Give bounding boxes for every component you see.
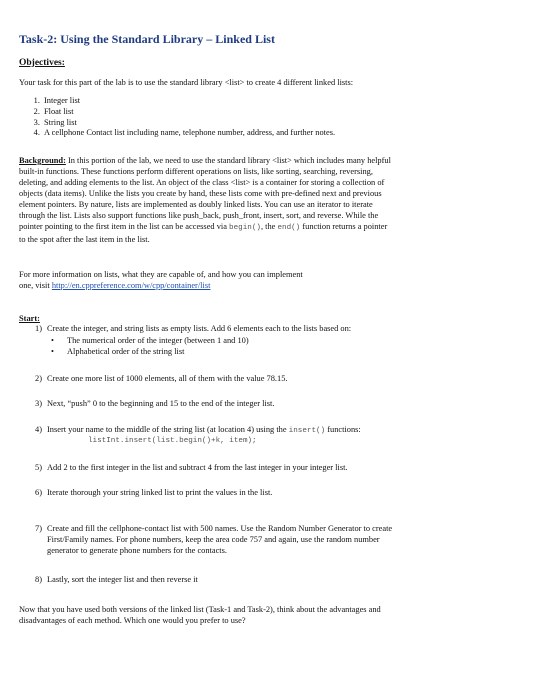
code-begin: begin() [229,224,261,232]
paragraph-line: element pointers. By nature, lists are implemented as doubly linked lists. You can use an iterator to iterate [19,200,373,209]
step-1-bullets [52,335,249,357]
cppreference-link[interactable]: http://en.cppreference.com/w/cpp/container/list [51,281,211,290]
code-example: listInt.insert(list.begin()+k, item); [88,437,257,445]
paragraph-line: In this portion of the lab, we need to use the standard library <list> which includes many helpful [65,156,391,165]
background-paragraph [19,155,519,245]
list-item: 1. Integer list [42,96,335,107]
objectives-intro: Your task for this part of the lab is to use the standard library <list> to create 4 different linked lists: [19,78,354,87]
closing-paragraph [19,604,519,626]
step-3: 3) Next, “push” 0 to the beginning and 15 to the end of the integer list. [35,399,275,408]
paragraph-line: through the list. Lists also support functions like push_back, push_front, insert, sort, and reverse. While the [19,211,379,220]
step-5: 5) Add 2 to the first integer in the list and subtract 4 from the last integer in your integer list. [35,463,348,472]
step-6: 6) Iterate thorough your string linked list to print the values in the list. [35,488,273,497]
paragraph-line: disadvantages of each method. Which one would you prefer to use? [19,616,246,625]
list-item: 4. A cellphone Contact list including name, telephone number, address, and further notes. [42,128,335,139]
step-8: 8) Lastly, sort the integer list and then reverse it [35,575,198,584]
objectives-list [30,96,335,139]
paragraph-line: one, visit http://en.cppreference.com/w/cpp/container/list [19,281,211,290]
list-item: 2. Float list [42,107,335,118]
background-heading: Background: [19,156,66,165]
list-item: • The numerical order of the integer (between 1 and 10) [52,335,249,346]
step-1: 1) Create the integer, and string lists as empty lists. Add 6 elements each to the lists based on: [35,324,352,333]
paragraph-line: built-in functions. These functions perform different operations on lists, like sorting, searching, reversing, [19,167,373,176]
paragraph-line: Now that you have used both versions of the linked list (Task-1 and Task-2), think about the advantages and [19,605,381,614]
more-info-paragraph [19,269,519,291]
step-2: 2) Create one more list of 1000 elements, all of them with the value 78.15. [35,374,288,383]
code-insert: insert() [288,427,326,435]
paragraph-line: For more information on lists, what they are capable of, and how you can implement [19,270,303,279]
list-item: 3. String list [42,118,335,129]
paragraph-line: to the spot after the last item in the list. [19,235,150,244]
code-end: end() [277,224,301,232]
paragraph-line: deleting, and adding elements to the list. An object of the class <list> is a container for storing a collection of [19,178,385,187]
list-item: • Alphabetical order of the string list [52,346,249,357]
page-title: Task-2: Using the Standard Library – Linked List [19,32,275,46]
step-7: 7) Create and fill the cellphone-contact list with 500 names. Use the Random Number Generator to create First/Family names. For phone numbers, keep the area code 757 and again, use the random number generator to generate phone numbers for the contacts. [35,524,393,555]
step-4: 4) Insert your name to the middle of the string list (at location 4) using the insert() functions: [35,425,361,435]
objectives-heading: Objectives: [19,58,65,68]
paragraph-line: objects (data items). Unlike the lists you create by hand, these lists come with pre-defined next and previous [19,189,382,198]
start-heading: Start: [19,314,40,323]
paragraph-line: pointer pointing to the first item in the list can be accessed via begin(), the end() function returns a pointer [19,222,388,232]
